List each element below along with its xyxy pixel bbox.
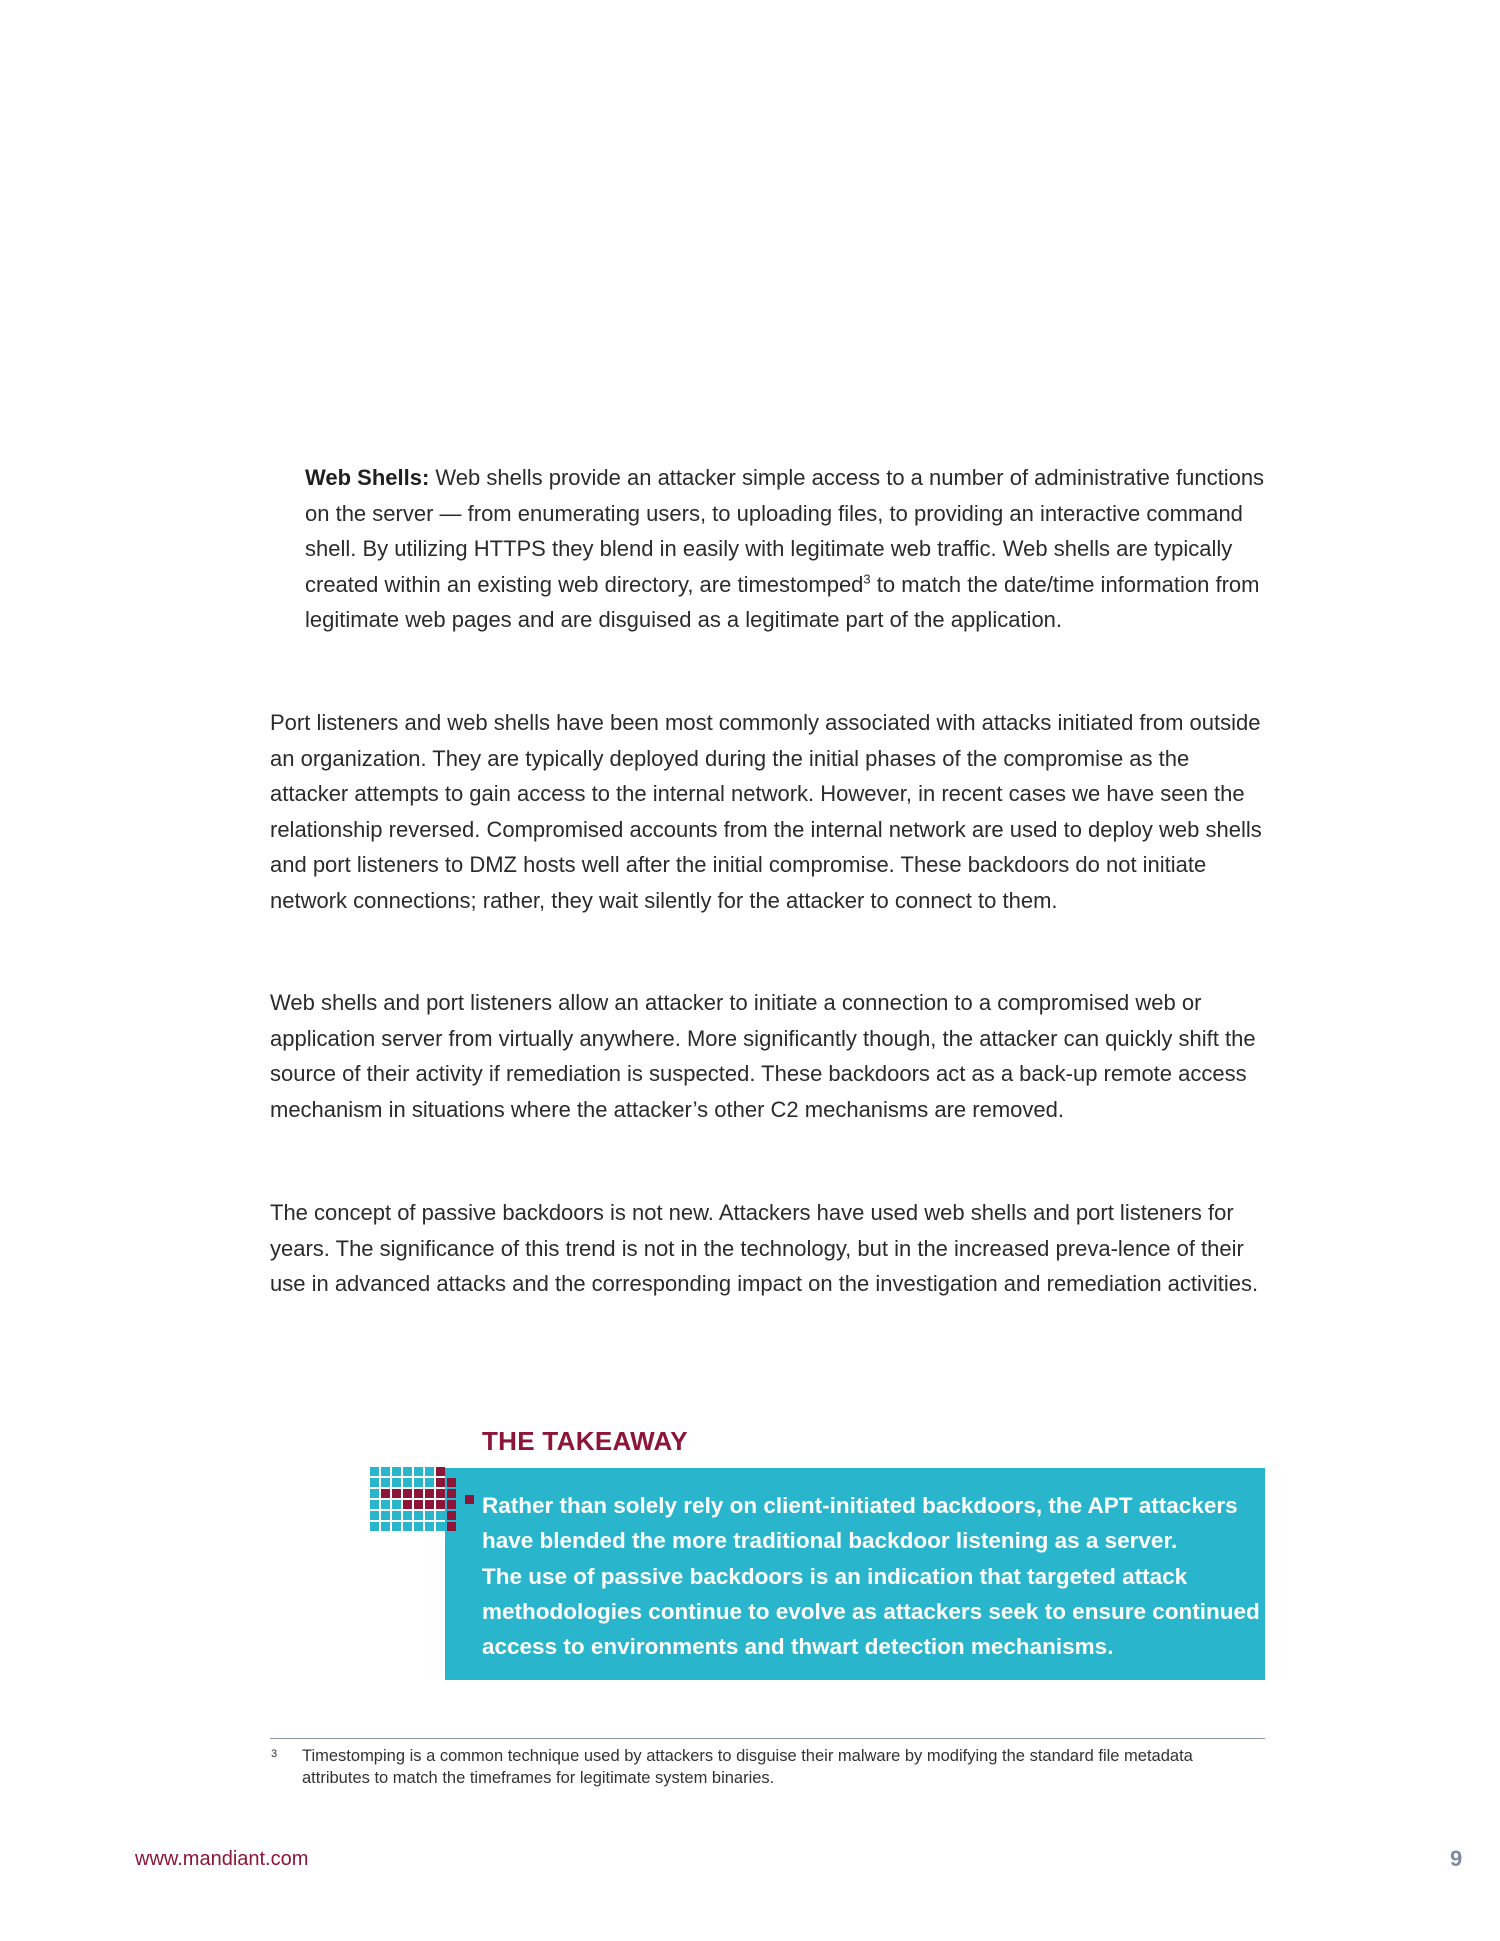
footnote-divider	[270, 1738, 1265, 1739]
paragraph-text: Web shells and port listeners allow an attacker to initiate a connection to a compromised web or application server from virtually anywhere. More significantly though, the attacker can quickly shift the source of their activity if remediation is suspected. These backdoors act as a back-up remote access mechanism in situations where the attacker’s other C2 mechanisms are removed.	[270, 990, 1256, 1122]
body-paragraph-2	[270, 985, 1270, 1127]
page-number: 9	[1450, 1846, 1463, 1871]
paragraph-text: The concept of passive backdoors is not new. Attackers have used web shells and port listeners for years. The significance of this trend is not in the technology, but in the increased preva-lence of their use in advanced attacks and the corresponding impact on the investigation and remediation activities.	[270, 1200, 1259, 1296]
pixel-grid-icon	[370, 1467, 480, 1547]
footer-url-link[interactable]: www.mandiant.com	[135, 1848, 309, 1870]
web-shells-text: Web shells provide an attacker simple access to a number of administrative functions on the server — from enumerating users, to uploading files, to providing an interactive command shell. By utilizing HTTPS they blend in easily with legitimate web traffic. Web shells are typically created within an existing web directory, are timestomped	[305, 465, 1265, 597]
takeaway-line: Rather than solely rely on client-initiated backdoors, the APT attackers	[482, 1493, 1238, 1518]
web-shells-paragraph	[305, 460, 1265, 638]
footnote	[270, 1745, 1260, 1789]
takeaway-line: access to environments and thwart detection mechanisms.	[482, 1634, 1114, 1660]
footnote-text: Timestomping is a common technique used by attackers to disguise their malware by modifying the standard file metadata attributes to match the timeframes for legitimate system binaries.	[302, 1747, 1193, 1787]
footnote-number: 3	[271, 1748, 278, 1760]
takeaway-title: THE TAKEAWAY	[482, 1426, 688, 1456]
web-shells-label: Web Shells:	[305, 465, 430, 490]
takeaway-line: have blended the more traditional backdoor listening as a server.	[482, 1528, 1178, 1554]
body-paragraph-1	[270, 705, 1270, 918]
takeaway-line: The use of passive backdoors is an indication that targeted attack	[482, 1563, 1188, 1589]
takeaway-line: methodologies continue to evolve as attackers seek to ensure continued	[482, 1598, 1260, 1624]
footnote-ref-3[interactable]: 3	[863, 571, 871, 587]
takeaway-text	[482, 1488, 1260, 1664]
paragraph-text: Port listeners and web shells have been most commonly associated with attacks initiated from outside an organization. They are typically deployed during the initial phases of the compromise as the attacker attempts to gain access to the internal network. However, in recent cases we have seen the relationship reversed. Compromised accounts from the internal network are used to deploy web shells and port listeners to DMZ hosts well after the initial compromise. These backdoors do not initiate network connections; rather, they wait silently for the attacker to connect to them.	[270, 710, 1262, 913]
web-shells-text-after: to match the date/time information from legitimate web pages and are disguised as a legitimate part of the application.	[305, 571, 1260, 632]
body-paragraph-3	[270, 1195, 1270, 1302]
